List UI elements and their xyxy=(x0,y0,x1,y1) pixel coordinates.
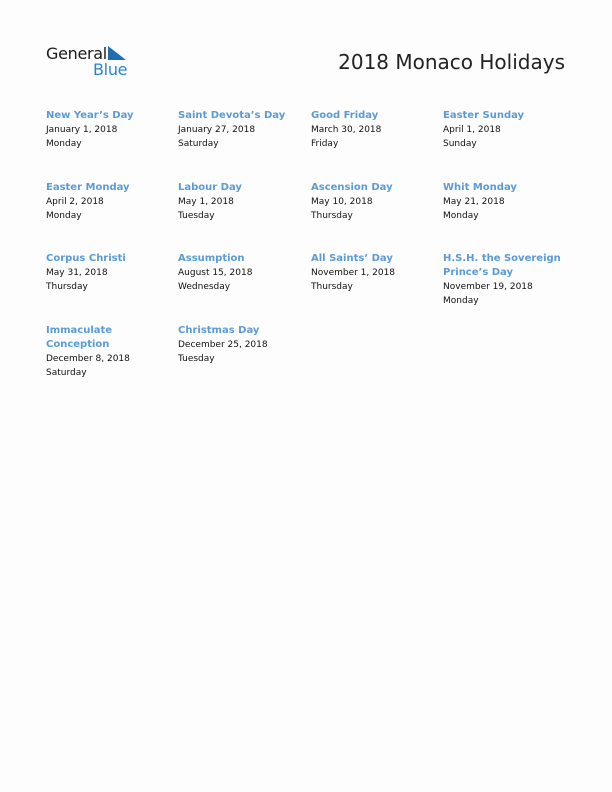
holiday-weekday: Tuesday xyxy=(178,211,215,221)
page-title: 2018 Monaco Holidays xyxy=(338,50,565,74)
holiday-name: Christmas Day xyxy=(178,325,260,336)
holiday-date: May 31, 2018 xyxy=(46,268,108,278)
holiday-weekday: Thursday xyxy=(311,211,353,221)
holiday-item xyxy=(46,252,174,294)
holiday-item xyxy=(178,109,306,151)
holiday-item xyxy=(46,324,178,380)
holiday-date: December 25, 2018 xyxy=(178,340,268,350)
holiday-date: April 2, 2018 xyxy=(46,197,104,207)
holiday-date: March 30, 2018 xyxy=(311,125,382,135)
holiday-date: April 1, 2018 xyxy=(443,125,501,135)
holiday-item xyxy=(46,181,174,223)
holiday-item xyxy=(311,181,439,223)
holiday-weekday: Friday xyxy=(311,139,339,149)
holiday-weekday: Sunday xyxy=(443,139,477,149)
holiday-weekday: Saturday xyxy=(178,139,219,149)
holiday-weekday: Saturday xyxy=(46,368,87,378)
generalblue-logo xyxy=(46,45,136,79)
holiday-name: All Saints’ Day xyxy=(311,253,393,264)
holiday-item xyxy=(46,109,174,151)
holiday-date: January 1, 2018 xyxy=(46,125,118,135)
holiday-name: Easter Sunday xyxy=(443,110,525,121)
holiday-name: Ascension Day xyxy=(311,182,393,193)
holiday-weekday: Monday xyxy=(46,139,82,149)
holiday-name: Whit Monday xyxy=(443,182,517,193)
holiday-date: August 15, 2018 xyxy=(178,268,253,278)
holiday-weekday: Monday xyxy=(46,211,82,221)
logo-text-blue: Blue xyxy=(93,60,128,79)
holiday-name: New Year’s Day xyxy=(46,110,134,121)
holiday-date: May 10, 2018 xyxy=(311,197,373,207)
holiday-item xyxy=(443,252,565,308)
holiday-name: Easter Monday xyxy=(46,182,130,193)
holiday-weekday: Monday xyxy=(443,296,479,306)
holiday-item xyxy=(443,181,571,223)
holiday-weekday: Tuesday xyxy=(178,354,215,364)
holiday-name: Assumption xyxy=(178,253,245,264)
holiday-name: Good Friday xyxy=(311,110,379,121)
holiday-name: Labour Day xyxy=(178,182,242,193)
holiday-item xyxy=(311,252,439,294)
logo-text-general: General xyxy=(46,44,107,63)
holiday-name: H.S.H. the Sovereign Prince’s Day xyxy=(443,253,561,278)
holiday-item xyxy=(311,109,439,151)
holiday-weekday: Thursday xyxy=(311,282,353,292)
holiday-date: January 27, 2018 xyxy=(178,125,256,135)
holiday-item xyxy=(178,181,306,223)
holiday-date: November 1, 2018 xyxy=(311,268,396,278)
holiday-date: November 19, 2018 xyxy=(443,282,533,292)
holiday-name: Saint Devota’s Day xyxy=(178,110,286,121)
holiday-name: Immaculate Conception xyxy=(46,325,113,350)
holiday-item xyxy=(443,109,571,151)
holiday-date: May 21, 2018 xyxy=(443,197,505,207)
holiday-weekday: Monday xyxy=(443,211,479,221)
holiday-name: Corpus Christi xyxy=(46,253,126,264)
holiday-item xyxy=(178,324,306,366)
holiday-date: December 8, 2018 xyxy=(46,354,130,364)
holiday-weekday: Wednesday xyxy=(178,282,231,292)
holiday-date: May 1, 2018 xyxy=(178,197,234,207)
holiday-item xyxy=(178,252,306,294)
holiday-weekday: Thursday xyxy=(46,282,88,292)
